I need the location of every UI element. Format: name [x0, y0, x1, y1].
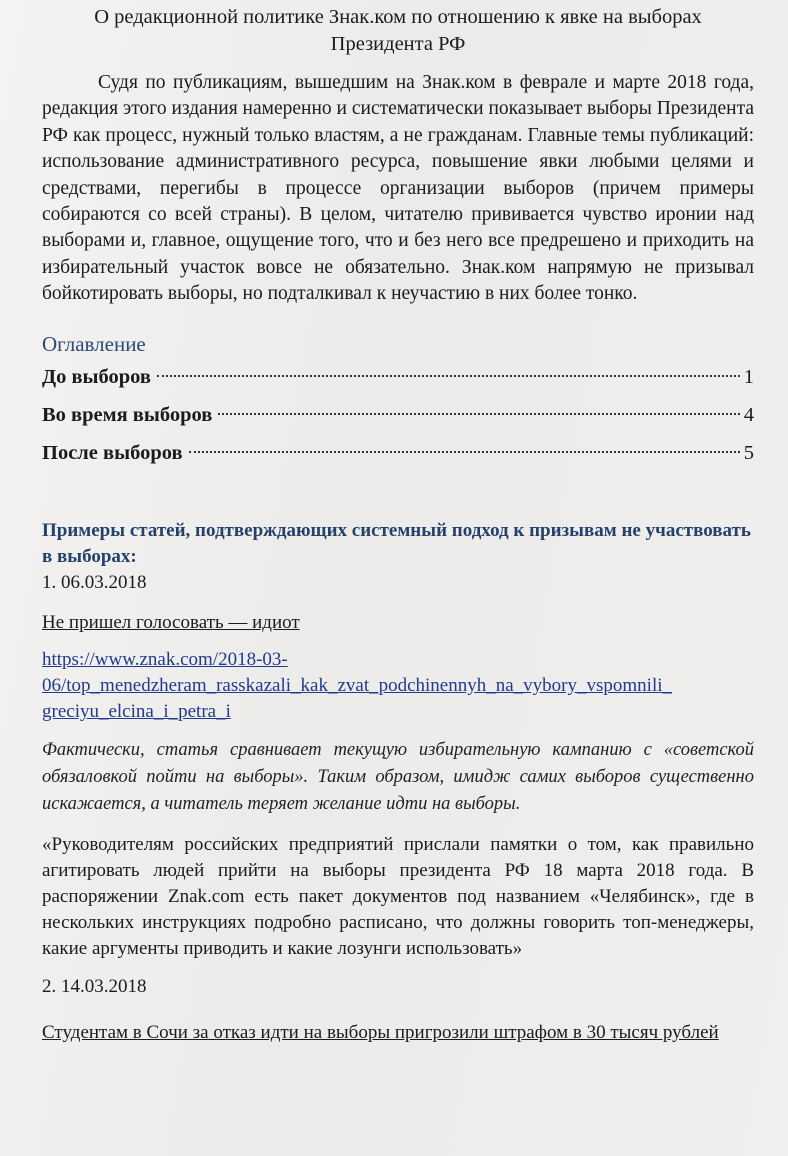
- toc-dot-leader: [189, 451, 740, 453]
- item-1-date: 1. 06.03.2018: [42, 571, 147, 593]
- url-line-2: 06/top_menedzheram_rasskazali_kak_zvat_podchinennyh_na_vybory_vspomnili_: [42, 674, 673, 696]
- toc-heading: Оглавление: [42, 331, 146, 356]
- toc-dot-leader: [218, 413, 739, 415]
- item-1-quote: «Руководителям российских предприятий прислали памятки о том, как правильно агитировать людей прийти на выборы президента РФ 18 марта 2018 года. В распоряжении Znak.com есть пакет документов под названием «Челябинск», где в нескольких инструкциях подробно расписано, что должны говорить топ-менеджеры, какие аргументы приводить и какие лозунги использовать»: [42, 833, 754, 959]
- url-line-3: greciyu_elcina_i_petra_i: [42, 700, 231, 722]
- item-1-title-link[interactable]: Не пришел голосовать — идиот: [42, 611, 300, 633]
- toc-entry-during-elections[interactable]: [42, 396, 754, 434]
- toc-entry-page: 4: [743, 403, 754, 426]
- section-heading: Примеры статей, подтверждающих системный подход к призывам не участвовать в выборах:: [42, 519, 751, 567]
- intro-paragraph: Судя по публикациям, вышедшим на Знак.ком в феврале и марте 2018 года, редакция этого издания намеренно и систематически показывает выборы Президента РФ как процесс, нужный только властям, а не гражданам. Главные темы публикаций: использование административного ресурса, повышение явки любыми целями и средствами, перегибы в процессе организации выборов (причем примеры собираются со всей страны). В целом, читателю прививается чувство иронии над выборами и, главное, ощущение того, что и без него все предрешено и приходить на избирательный участок вовсе не обязательно. Знак.ком напрямую не призывал бойкотировать выборы, но подталкивал к неучастию в них более тонко.: [42, 72, 754, 305]
- toc-dot-leader: [157, 375, 740, 377]
- title-line-2: Президента РФ: [330, 33, 466, 55]
- item-1-url-link[interactable]: [42, 647, 754, 725]
- toc-entry-label: До выборов: [42, 365, 151, 388]
- item-2-title-link[interactable]: Студентам в Сочи за отказ идти на выборы пригрозили штрафом в 30 тысяч рублей: [42, 1021, 719, 1043]
- item-2-date: 2. 14.03.2018: [42, 975, 147, 997]
- toc-entry-page: 1: [743, 365, 754, 388]
- toc-entry-page: 5: [743, 441, 754, 464]
- table-of-contents: [42, 358, 754, 472]
- document-title: [42, 0, 754, 58]
- title-line-1: О редакционной политике Знак.ком по отношению к явке на выборах: [94, 6, 702, 28]
- toc-entry-label: После выборов: [42, 441, 183, 464]
- toc-entry-before-elections[interactable]: [42, 358, 754, 396]
- url-line-1: https://www.znak.com/2018-03-: [42, 648, 288, 670]
- toc-entry-label: Во время выборов: [42, 403, 213, 426]
- item-1-comment: Фактически, статья сравнивает текущую избирательную кампанию с «советской обязаловкой пойти на выборы». Таким образом, имидж самих выборов существенно искажается, а читатель теряет желание идти на выборы.: [42, 739, 754, 814]
- toc-entry-after-elections[interactable]: [42, 434, 754, 472]
